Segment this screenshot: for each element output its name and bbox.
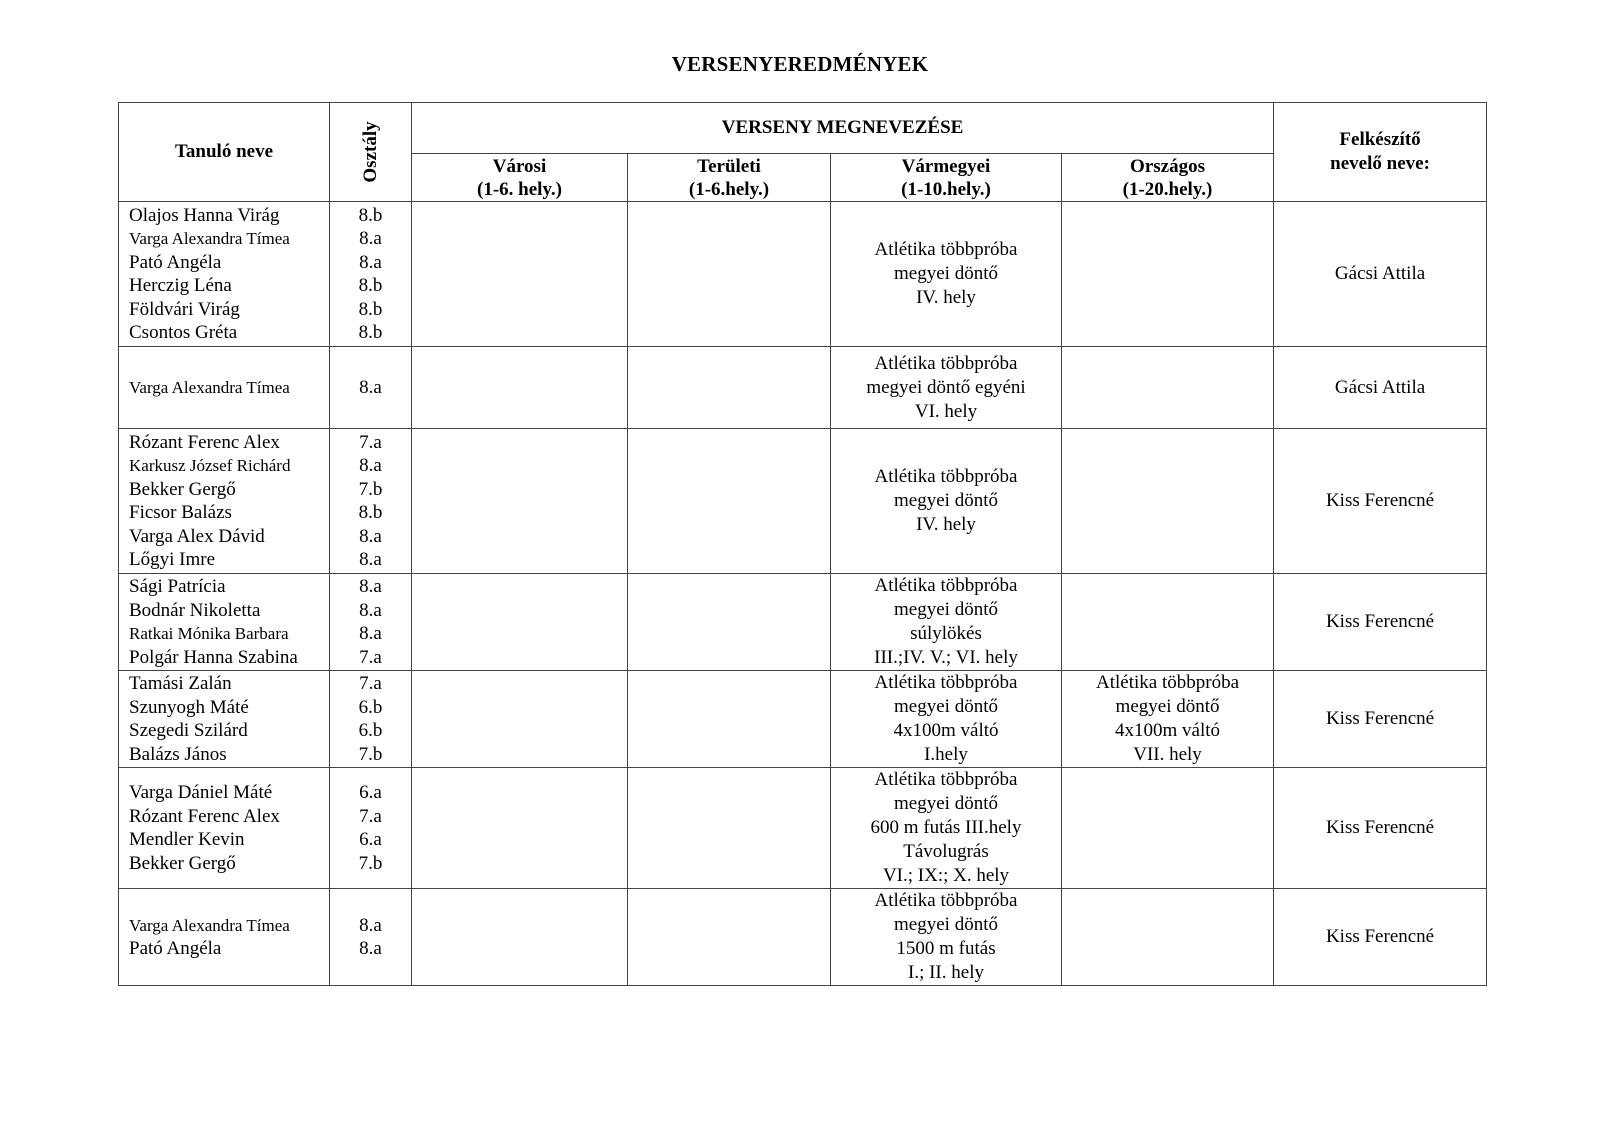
competition-line: 4x100m váltó — [1115, 720, 1221, 741]
orszagos-cell — [1062, 768, 1274, 889]
teacher-name: Kiss Ferencné — [1274, 574, 1487, 671]
orszagos-cell — [1062, 574, 1274, 671]
teacher-name: Gácsi Attila — [1274, 202, 1487, 347]
competition-line: I.hely — [924, 744, 968, 765]
orszagos-cell — [1062, 671, 1274, 768]
header-teruleti-name: Területi — [697, 155, 761, 177]
student-class: 8.b — [358, 502, 383, 523]
teruleti-cell — [628, 429, 831, 574]
student-name: Varga Alexandra Tímea — [129, 377, 290, 397]
competition-line: IV. hely — [916, 514, 976, 535]
student-names-cell — [119, 889, 330, 986]
competition-line: III.;IV. V.; VI. hely — [874, 647, 1018, 668]
student-name: Szunyogh Máté — [129, 696, 249, 718]
student-class: 8.a — [359, 376, 382, 398]
orszagos-cell — [1062, 889, 1274, 986]
student-class: 8.a — [359, 251, 382, 273]
student-name: Olajos Hanna Virág — [129, 204, 280, 226]
student-class: 8.b — [358, 275, 383, 296]
student-class: 8.a — [359, 228, 382, 249]
student-name: Lőgyi Imre — [129, 549, 216, 570]
student-name: Rózant Ferenc Alex — [129, 431, 280, 453]
class-cell — [330, 889, 412, 986]
orszagos-cell — [1062, 429, 1274, 574]
student-name: Ratkai Mónika Barbara — [129, 624, 289, 643]
student-class: 7.a — [359, 673, 382, 694]
varosi-cell — [412, 347, 628, 429]
competition-line: Atlétika többpróba — [874, 575, 1018, 596]
competition-line: 600 m futás III.hely — [870, 817, 1022, 838]
student-class: 7.a — [359, 805, 382, 827]
student-name: Varga Dániel Máté — [129, 782, 273, 803]
competition-line: Atlétika többpróba — [874, 890, 1018, 911]
student-class: 6.b — [358, 720, 383, 741]
class-cell — [330, 574, 412, 671]
student-name: Tamási Zalán — [129, 673, 232, 694]
student-name: Varga Alex Dávid — [129, 525, 265, 547]
varmegyei-cell — [831, 202, 1062, 347]
header-teruleti — [628, 154, 831, 202]
header-teruleti-range: (1-6.hely.) — [688, 178, 770, 200]
student-class: 8.a — [359, 599, 382, 621]
student-name: Bodnár Nikoletta — [129, 599, 261, 621]
competition-line: megyei döntő — [894, 490, 998, 511]
competition-line: megyei döntő egyéni — [866, 376, 1026, 398]
header-orszagos-range: (1-20.hely.) — [1122, 178, 1213, 200]
student-name: Sági Patrícia — [129, 576, 226, 597]
header-varosi — [412, 154, 628, 202]
student-class: 8.a — [359, 914, 382, 936]
student-names-cell — [119, 202, 330, 347]
orszagos-cell — [1062, 202, 1274, 347]
competition-line: megyei döntő — [894, 696, 998, 717]
teruleti-cell — [628, 889, 831, 986]
varmegyei-cell — [831, 574, 1062, 671]
student-name: Herczig Léna — [129, 275, 232, 296]
class-cell — [330, 347, 412, 429]
varosi-cell — [412, 671, 628, 768]
competition-line: VI.; IX:; X. hely — [882, 865, 1010, 886]
header-varmegyei-range: (1-10.hely.) — [901, 178, 991, 200]
student-class: 8.b — [358, 298, 383, 320]
results-table — [118, 102, 1487, 986]
varosi-cell — [412, 889, 628, 986]
class-cell — [330, 671, 412, 768]
competition-line: megyei döntő — [894, 263, 998, 284]
teacher-name: Kiss Ferencné — [1274, 671, 1487, 768]
student-class: 8.a — [359, 525, 382, 547]
page-title: VERSENYEREDMÉNYEK — [671, 52, 929, 76]
varmegyei-cell — [831, 347, 1062, 429]
header-competition-group: VERSENY MEGNEVEZÉSE — [412, 103, 1274, 154]
varosi-cell — [412, 429, 628, 574]
student-name: Bekker Gergő — [129, 852, 236, 874]
varmegyei-cell — [831, 889, 1062, 986]
student-class: 8.a — [359, 623, 382, 644]
competition-line: súlylökés — [910, 623, 982, 644]
student-name: Bekker Gergő — [129, 478, 236, 500]
varosi-cell — [412, 768, 628, 889]
teacher-name: Kiss Ferencné — [1274, 889, 1487, 986]
competition-line: megyei döntő — [894, 599, 998, 620]
student-name: Varga Alexandra Tímea — [129, 915, 290, 935]
competition-line: megyei döntő — [894, 793, 998, 814]
student-name: Rózant Ferenc Alex — [129, 805, 280, 827]
student-class: 6.b — [358, 696, 383, 718]
student-class: 8.a — [359, 455, 382, 476]
student-name: Karkusz József Richárd — [129, 456, 291, 475]
student-name: Mendler Kevin — [129, 829, 245, 850]
header-student-name: Tanuló neve — [119, 103, 330, 202]
competition-line: 4x100m váltó — [893, 720, 999, 741]
competition-line: Atlétika többpróba — [874, 672, 1018, 693]
student-class: 7.b — [358, 743, 383, 765]
varmegyei-cell — [831, 429, 1062, 574]
teruleti-cell — [628, 347, 831, 429]
competition-line: Atlétika többpróba — [1096, 672, 1240, 693]
student-name: Csontos Gréta — [129, 322, 238, 343]
student-names-cell — [119, 768, 330, 889]
student-names-cell — [119, 574, 330, 671]
table-row — [119, 889, 1487, 986]
teruleti-cell — [628, 202, 831, 347]
student-class: 7.a — [359, 431, 382, 453]
teacher-name: Gácsi Attila — [1274, 347, 1487, 429]
varmegyei-cell — [831, 768, 1062, 889]
student-names-cell — [119, 671, 330, 768]
orszagos-cell — [1062, 347, 1274, 429]
header-teacher-line1: Felkészítő — [1339, 129, 1421, 150]
header-class — [330, 103, 412, 202]
table-row — [119, 671, 1487, 768]
student-class: 8.b — [358, 322, 383, 343]
header-teacher-line2: nevelő neve: — [1330, 153, 1430, 174]
competition-line: Távolugrás — [903, 841, 989, 862]
competition-line: IV. hely — [916, 287, 976, 308]
student-class: 8.a — [359, 549, 382, 570]
varosi-cell — [412, 574, 628, 671]
header-varosi-name: Városi — [492, 155, 547, 177]
student-name: Szegedi Szilárd — [129, 720, 248, 741]
student-class: 8.a — [359, 576, 382, 597]
competition-line: Atlétika többpróba — [874, 352, 1018, 374]
table-row — [119, 768, 1487, 889]
student-class: 7.b — [358, 852, 383, 874]
student-name: Pató Angéla — [129, 938, 222, 959]
competition-line: Atlétika többpróba — [874, 239, 1018, 260]
student-names-cell — [119, 429, 330, 574]
class-cell — [330, 202, 412, 347]
competition-line: megyei döntő — [894, 914, 998, 935]
student-name: Földvári Virág — [129, 298, 240, 320]
table-row — [119, 574, 1487, 671]
varmegyei-cell — [831, 671, 1062, 768]
competition-line: Atlétika többpróba — [874, 466, 1018, 487]
competition-line: Atlétika többpróba — [874, 769, 1018, 790]
student-class: 6.a — [359, 829, 382, 850]
class-cell — [330, 768, 412, 889]
student-class: 6.a — [359, 782, 382, 803]
header-orszagos-name: Országos — [1130, 155, 1205, 177]
table-row — [119, 202, 1487, 347]
student-name: Varga Alexandra Tímea — [129, 229, 290, 248]
teacher-name: Kiss Ferencné — [1274, 768, 1487, 889]
competition-line: megyei döntő — [1115, 696, 1220, 717]
teacher-name: Kiss Ferencné — [1274, 429, 1487, 574]
teruleti-cell — [628, 671, 831, 768]
header-class-label: Osztály — [359, 121, 381, 183]
student-name: Pató Angéla — [129, 251, 222, 273]
student-class: 7.b — [358, 478, 383, 500]
header-varmegyei — [831, 154, 1062, 202]
student-name: Polgár Hanna Szabina — [129, 646, 298, 668]
teruleti-cell — [628, 574, 831, 671]
student-class: 8.a — [359, 938, 382, 959]
student-name: Balázs János — [129, 743, 227, 765]
student-class: 7.a — [359, 646, 382, 668]
competition-line: VI. hely — [914, 400, 978, 422]
teruleti-cell — [628, 768, 831, 889]
table-row — [119, 347, 1487, 429]
competition-line: I.; II. hely — [908, 962, 984, 983]
table-row — [119, 429, 1487, 574]
competition-line: 1500 m futás — [896, 938, 996, 959]
header-teacher — [1274, 103, 1487, 202]
header-varosi-range: (1-6. hely.) — [477, 178, 562, 200]
class-cell — [330, 429, 412, 574]
varosi-cell — [412, 202, 628, 347]
header-orszagos — [1062, 154, 1274, 202]
header-varmegyei-name: Vármegyei — [901, 155, 991, 177]
competition-line: VII. hely — [1133, 744, 1202, 765]
student-class: 8.b — [358, 204, 383, 226]
student-name: Ficsor Balázs — [129, 502, 232, 523]
student-names-cell — [119, 347, 330, 429]
